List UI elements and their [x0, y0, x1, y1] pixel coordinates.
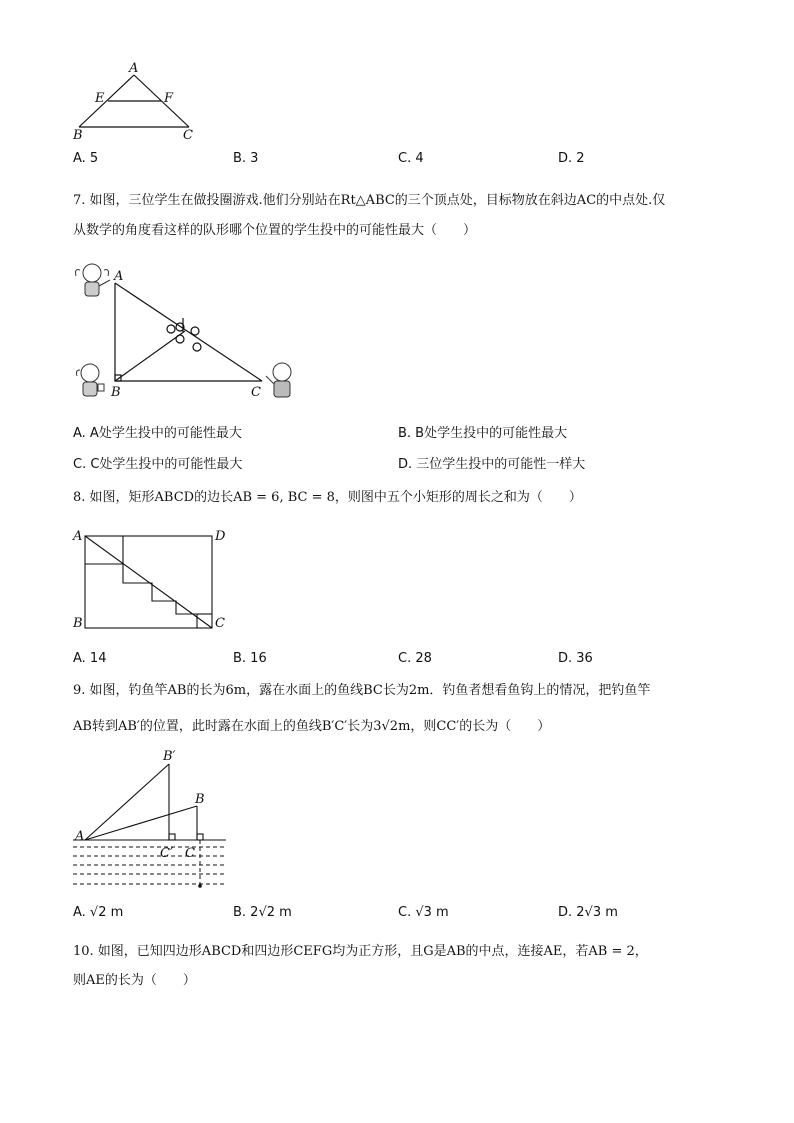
q9-rod-ab: [85, 806, 197, 840]
q9-hook-dot: [198, 884, 202, 888]
q8-label-c: C: [215, 616, 225, 631]
q8-question: 8. 如图，矩形ABCD的边长AB = 6, BC = 8，则图中五个小矩形的周长之和为（ ）: [73, 490, 582, 505]
q8-label-a: A: [73, 529, 83, 544]
q9-question-line2: AB转到AB′的位置，此时露在水面上的鱼线B′C′长为3√2m，则CC′的长为（ ）: [73, 719, 551, 734]
q7-option-b[interactable]: B. B处学生投中的可能性最大: [398, 426, 568, 441]
q6-label-b: B: [73, 128, 83, 143]
q9-label-c: C: [185, 846, 195, 861]
q10-question-line2: 则AE的长为（ ）: [73, 973, 196, 988]
q6-option-c[interactable]: C. 4: [398, 151, 424, 166]
q7-label-c: C: [251, 385, 261, 400]
q8-option-d[interactable]: D. 36: [558, 651, 593, 666]
q8-label-d: D: [215, 529, 226, 544]
q9-option-c[interactable]: C. √3 m: [398, 905, 449, 920]
q9-option-a[interactable]: A. √2 m: [73, 905, 124, 920]
q8-option-b[interactable]: B. 16: [233, 651, 267, 666]
q6-option-b[interactable]: B. 3: [233, 151, 259, 166]
q9-rod-ab-prime: [85, 764, 169, 840]
q8-label-b: B: [73, 616, 83, 631]
q9-question-line1: 9. 如图，钓鱼竿AB的长为6m，露在水面上的鱼线BC长为2m．钓鱼者想看鱼钩上的情况，把钓鱼竿: [73, 683, 651, 698]
q7-label-a: A: [114, 269, 124, 284]
q8-option-a[interactable]: A. 14: [73, 651, 107, 666]
q7-label-b: B: [111, 385, 121, 400]
q9-label-b: B: [195, 792, 205, 807]
q7-option-c[interactable]: C. C处学生投中的可能性最大: [73, 457, 243, 472]
q9-label-b-prime: B′: [163, 749, 176, 764]
q9-option-b[interactable]: B. 2√2 m: [233, 905, 292, 920]
q9-right-angle-c: [197, 834, 203, 840]
q10-question-line1: 10. 如图，已知四边形ABCD和四边形CEFG均为正方形，且G是AB的中点，连接AE，若AB = 2，: [73, 944, 648, 959]
q7-option-d[interactable]: D. 三位学生投中的可能性一样大: [398, 457, 586, 472]
q9-label-a: A: [75, 829, 85, 844]
q7-question-line2: 从数学的角度看这样的队形哪个位置的学生投中的可能性最大（ ）: [73, 223, 477, 238]
q7-question-line1: 7. 如图，三位学生在做投圈游戏.他们分别站在Rt△ABC的三个顶点处，目标物放在斜边AC的中点处.仅: [73, 193, 666, 208]
q9-option-d[interactable]: D. 2√3 m: [558, 905, 618, 920]
q7-option-a[interactable]: A. A处学生投中的可能性最大: [73, 426, 242, 441]
q9-water-lines: [73, 840, 226, 886]
q6-option-d[interactable]: D. 2: [558, 151, 585, 166]
q6-label-a: A: [129, 61, 139, 76]
q9-label-c-prime: C′: [160, 846, 173, 861]
q6-label-c: C: [183, 128, 193, 143]
q9-right-angle-c-prime: [169, 834, 175, 840]
q6-label-f: F: [164, 91, 174, 106]
q8-option-c[interactable]: C. 28: [398, 651, 432, 666]
q6-label-e: E: [95, 91, 105, 106]
q6-option-a[interactable]: A. 5: [73, 151, 99, 166]
